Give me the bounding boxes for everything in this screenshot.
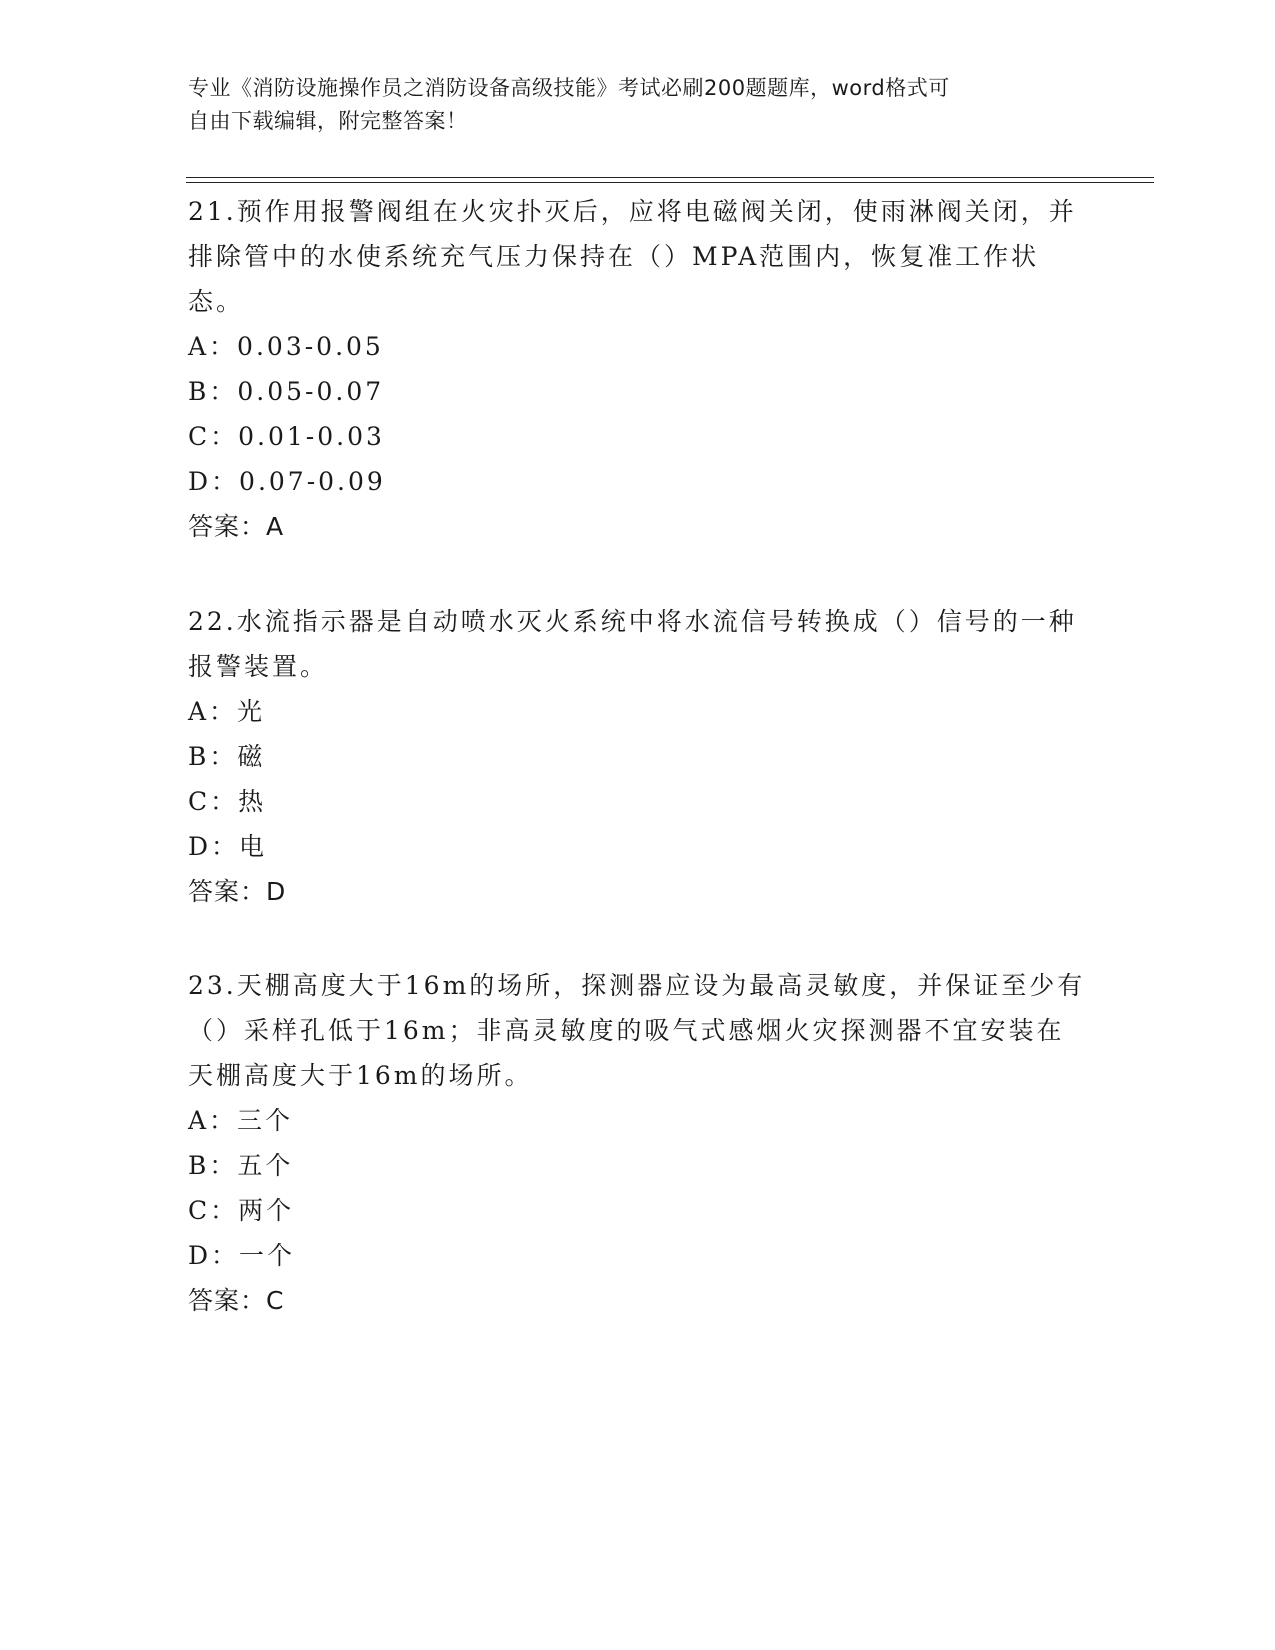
option-c: C：热 <box>188 787 267 816</box>
option-a: A：0.03-0.05 <box>188 332 384 361</box>
option-c: C：两个 <box>188 1196 295 1225</box>
document-header <box>188 72 1068 138</box>
option-b: B：0.05-0.07 <box>188 377 385 406</box>
option-a: A：光 <box>188 697 266 726</box>
question-stem: 21.预作用报警阀组在火灾扑灭后，应将电磁阀关闭，使雨淋阀关闭，并排除管中的水使系统充气压力保持在（）MPA范围内，恢复准工作状态。 <box>188 197 1077 316</box>
option-d: D：一个 <box>188 1241 296 1270</box>
option-d: D：电 <box>188 832 268 861</box>
question-stem: 22.水流指示器是自动喷水灭火系统中将水流信号转换成（）信号的一种报警装置。 <box>188 607 1077 681</box>
question-21 <box>188 189 1088 550</box>
header-line-1: 专业《消防设施操作员之消防设备高级技能》考试必刷200题题库，word格式可 <box>188 76 950 100</box>
answer: 答案：C <box>188 1286 285 1315</box>
question-stem: 23.天棚高度大于16m的场所，探测器应设为最高灵敏度，并保证至少有（）采样孔低于16m；非高灵敏度的吸气式感烟火灾探测器不宜安装在天棚高度大于16m的场所。 <box>188 971 1086 1090</box>
answer: 答案：D <box>188 877 287 906</box>
option-b: B：五个 <box>188 1151 294 1180</box>
question-22 <box>188 599 1088 915</box>
option-b: B：磁 <box>188 742 266 771</box>
header-divider-top <box>186 177 1154 178</box>
answer: 答案：A <box>188 512 285 541</box>
option-c: C：0.01-0.03 <box>188 422 385 451</box>
header-divider-bottom <box>186 182 1154 183</box>
option-d: D：0.07-0.09 <box>188 467 386 496</box>
question-23 <box>188 963 1088 1324</box>
header-line-2: 自由下载编辑，附完整答案！ <box>188 109 468 133</box>
option-a: A：三个 <box>188 1106 294 1135</box>
